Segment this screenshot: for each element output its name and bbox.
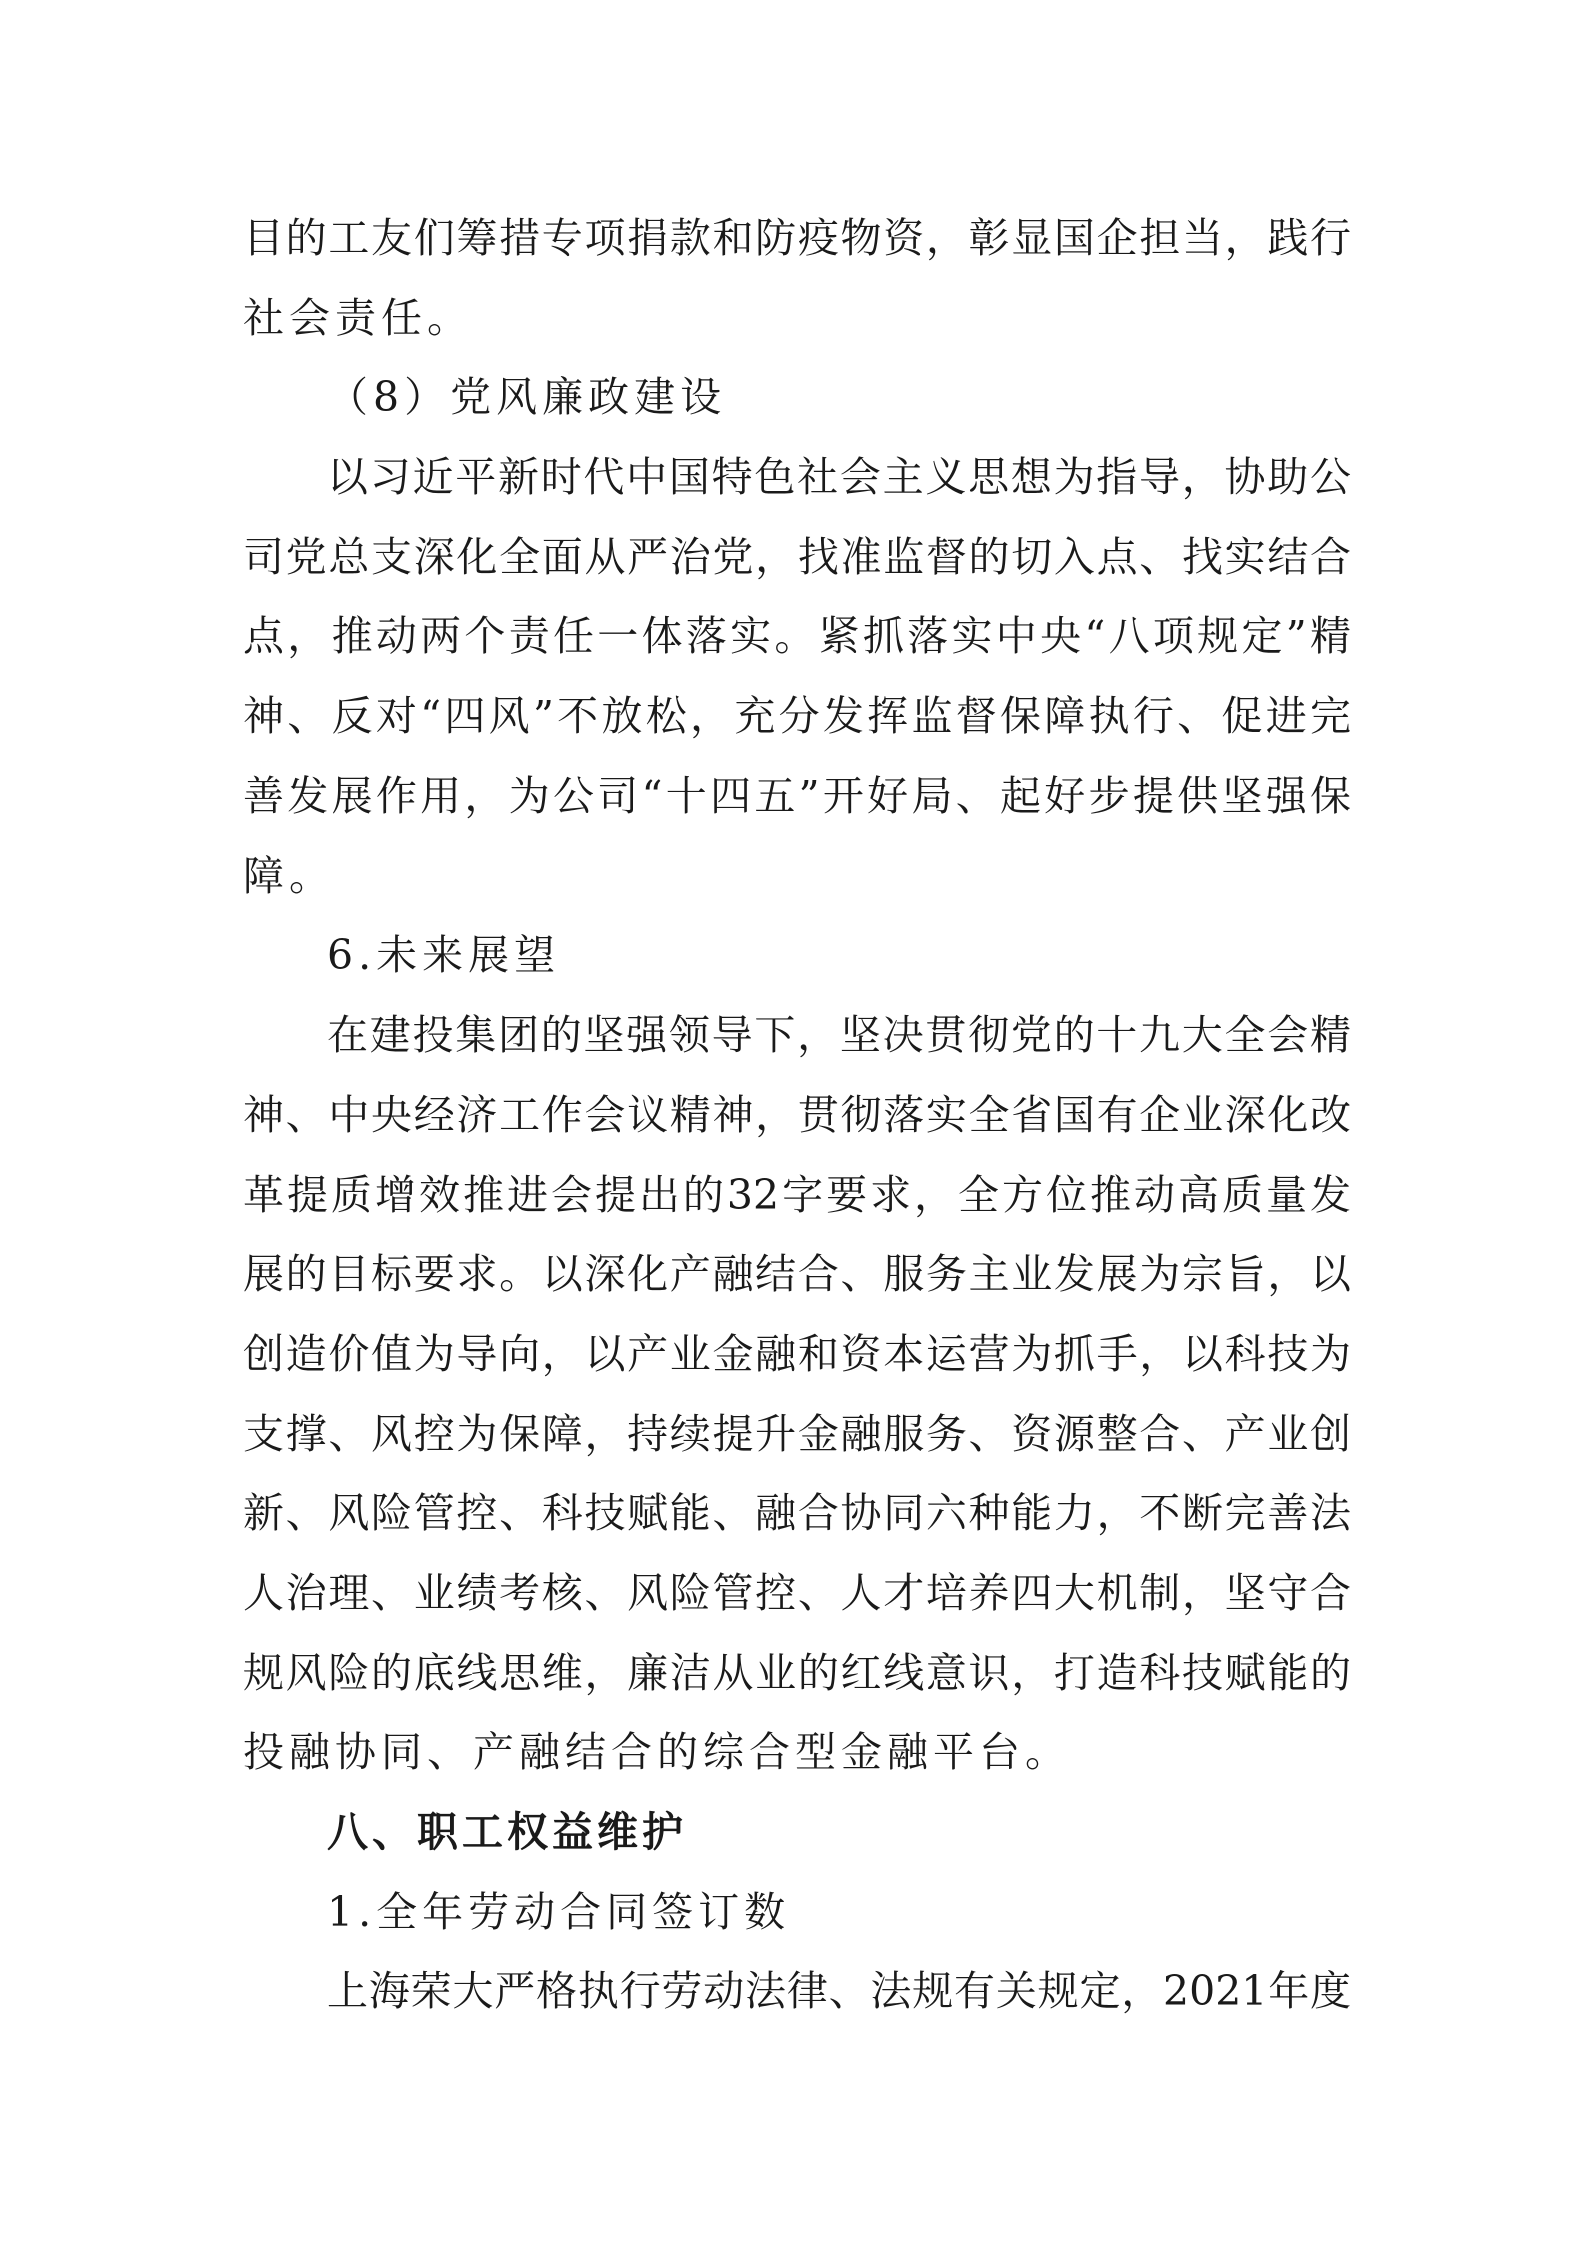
- text-line-19: 规风险的底线思维，廉洁从业的红线意识，打造科技赋能的: [243, 1649, 1351, 1697]
- section-heading-8: （8）党风廉政建设: [327, 373, 727, 421]
- text-line-20: 投融协同、产融结合的综合型金融平台。: [243, 1728, 1071, 1776]
- text-line-8: 善发展作用，为公司“十四五”开好局、起好步提供坚强保: [243, 772, 1351, 820]
- text-line-11: 在建投集团的坚强领导下，坚决贯彻党的十九大全会精: [327, 1011, 1351, 1059]
- text-line-15: 创造价值为导向，以产业金融和资本运营为抓手，以科技为: [243, 1330, 1351, 1378]
- text-line-9: 障。: [243, 852, 335, 900]
- section-heading-6: 6.未来展望: [327, 931, 561, 979]
- text-line-23: 上海荣大严格执行劳动法律、法规有关规定，2021年度: [327, 1967, 1351, 2015]
- text-line-16: 支撑、风控为保障，持续提升金融服务、资源整合、产业创: [243, 1410, 1351, 1458]
- text-line-12: 神、中央经济工作会议精神，贯彻落实全省国有企业深化改: [243, 1091, 1351, 1139]
- text-line-18: 人治理、业绩考核、风险管控、人才培养四大机制，坚守合: [243, 1569, 1351, 1617]
- text-line-1: 目的工友们筹措专项捐款和防疫物资，彰显国企担当，践行: [243, 214, 1351, 262]
- text-line-13: 革提质增效推进会提出的32字要求，全方位推动高质量发: [243, 1171, 1351, 1219]
- text-line-17: 新、风险管控、科技赋能、融合协同六种能力，不断完善法: [243, 1489, 1351, 1537]
- text-line-4: 以习近平新时代中国特色社会主义思想为指导，协助公: [327, 453, 1351, 501]
- section-heading-1: 1.全年劳动合同签订数: [327, 1888, 791, 1936]
- text-line-6: 点，推动两个责任一体落实。紧抓落实中央“八项规定”精: [243, 612, 1351, 660]
- text-line-14: 展的目标要求。以深化产融结合、服务主业发展为宗旨，以: [243, 1250, 1351, 1298]
- text-line-5: 司党总支深化全面从严治党，找准监督的切入点、找实结合: [243, 533, 1351, 581]
- text-line-7: 神、反对“四风”不放松，充分发挥监督保障执行、促进完: [243, 692, 1351, 740]
- chapter-heading-8: 八、职工权益维护: [327, 1808, 687, 1856]
- text-line-2: 社会责任。: [243, 294, 473, 342]
